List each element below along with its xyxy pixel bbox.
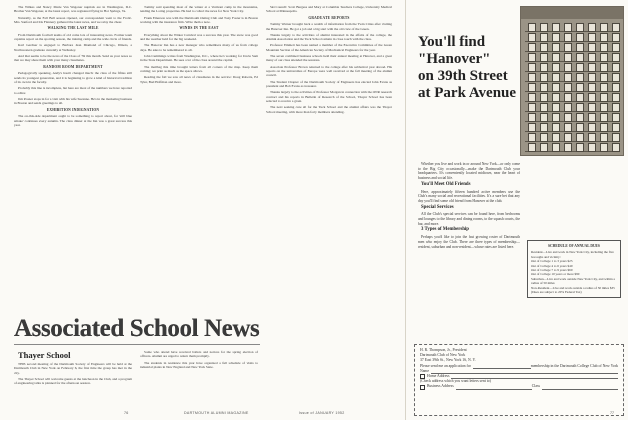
paragraph: The seven combined business schools held their annual meeting at Hanover, and a great many of our class attended the sessions.: [266, 54, 392, 63]
building-window: [576, 33, 584, 42]
paragraph: Reading the fall we saw all news of classmates in the service: Doug Roberts, Ed Tyler, Bud Hoffman and more.: [140, 75, 258, 84]
building-window: [600, 123, 608, 132]
class-field[interactable]: [542, 385, 618, 390]
building-window: [612, 103, 620, 112]
building-window: [588, 133, 596, 142]
building-window: [552, 123, 560, 132]
section-heading: EXHIBITION INDIGNATION: [46, 107, 100, 112]
building-window: [540, 33, 548, 42]
building-window: [564, 53, 572, 62]
building-window: [600, 113, 608, 122]
building-window: [564, 73, 572, 82]
paragraph: From Dartmouth football teams of old come lots of interesting news. Former team captains report on the sporting season, the training camp and the wide circle of friends.: [14, 32, 132, 42]
building-window: [612, 123, 620, 132]
paragraph: The on-this-side department ought to be something to report about, for 'still blue smoke' continues every autumn. The class dinner at the Inn was a great success this year.: [14, 114, 132, 127]
building-window: [588, 43, 596, 52]
building-window: [564, 33, 572, 42]
paragraph: John Cummings writes from Washington, D.C., where he's working for Uncle Sam in the State Department. He sees a lot of the class around the capital.: [140, 54, 258, 63]
building-window: [564, 23, 572, 32]
building-window: [600, 63, 608, 72]
business-address-checkbox[interactable]: [420, 385, 425, 390]
building-window: [576, 103, 584, 112]
paragraph: THIS second meeting of the Dartmouth Society of Engineers will be held at the Dartmouth Club in New York on February 6, the first time the group has met in the city.: [14, 361, 132, 375]
ad-headline: [418, 34, 518, 102]
building-window: [540, 73, 548, 82]
building-window: [540, 53, 548, 62]
section-heading: WINDS IN THE EAST: [179, 26, 219, 31]
coupon-to-line: H. R. Thompson, Jr., President: [420, 348, 467, 352]
building-window: [528, 73, 536, 82]
dues-line: Out of College 1 to 3 years $25: [531, 259, 573, 264]
name-label: Name: [420, 368, 430, 373]
dues-note: (Dues are subject to 20% Federal Tax): [531, 290, 582, 295]
ad-subheading: 3 Types of Membership: [421, 227, 469, 233]
paragraph: Ski Council: Scott Burgess and Mary at Columbia Teachers College, University Medical School at Minneapolis.: [266, 5, 392, 14]
building-window: [540, 143, 548, 152]
building-window: [552, 33, 560, 42]
building-window: [552, 103, 560, 112]
building-window: [540, 93, 548, 102]
building-window: [600, 23, 608, 32]
building-window: [540, 63, 548, 72]
paragraph: The Thayer School will welcome guests at the luncheon in the Club, and a program of engineering talks is planned for the afternoon session.: [14, 376, 132, 386]
banner-title: Associated School News: [14, 315, 260, 342]
dues-line: Non-Resident—Live and work outside a radius of 50 miles $35: [531, 285, 615, 290]
building-window: [564, 123, 572, 132]
building-window: [564, 43, 572, 52]
paragraph: Probably this line is incomplete, but here are most of the numbers we have reported to editor.: [14, 86, 132, 95]
paragraph: Everything about the Winter Carnival was a success this year. The snow was good and the weather held for the big weekend.: [140, 32, 258, 42]
building-window: [540, 43, 548, 52]
building-window: [612, 63, 620, 72]
paragraph: Jim Posner stops in for a visit with his wife Suzanne. He's in the marketing business in Boston and sends greetings to all.: [14, 96, 132, 106]
section-heading: GRADUATE REPORTS: [308, 15, 350, 20]
building-window: [528, 103, 536, 112]
building-window: [552, 63, 560, 72]
coupon-membership-text: membership in the Dartmouth College Club of New York: [530, 363, 618, 368]
paragraph: Pedagogically speaking, Andy's hasn't changed much: the class of the fifties still sends its youngest generation, and it is beginning to grow a kind of historical tradition of its own in the faculty.: [14, 71, 132, 85]
building-window: [528, 123, 536, 132]
ad-headline-line: "Hanover": [418, 51, 491, 67]
building-window: [612, 83, 620, 92]
building-window: [528, 83, 536, 92]
building-window: [540, 83, 548, 92]
paragraph: Professor Emmett has been named a member of the Executive Committee of the Green Mountain Section of the American Society of Mechanical Engineers for the year.: [266, 43, 392, 52]
building-window: [612, 73, 620, 82]
article-column-1: [14, 350, 132, 412]
issue-date: Issue of JANUARY 1952: [299, 411, 345, 415]
building-window: [576, 53, 584, 62]
paragraph: Here, approximately fifteen hundred active members use the Club's many social and recreational facilities. It's a sure bet that any day you'll find some old friend from Hanover at the club.: [418, 189, 520, 203]
article-column-2: [140, 350, 258, 412]
building-window: [576, 93, 584, 102]
building-window: [552, 83, 560, 92]
ad-headline-line: You'll find: [418, 34, 486, 50]
building-window: [588, 123, 596, 132]
business-address-field[interactable]: [456, 385, 532, 390]
building-window: [540, 23, 548, 32]
building-window: [540, 133, 548, 142]
building-window: [540, 123, 548, 132]
building-window: [576, 63, 584, 72]
article-title: Thayer School: [18, 350, 71, 360]
building-window: [600, 43, 608, 52]
building-window: [552, 93, 560, 102]
column-3: [266, 5, 392, 425]
home-address-label: Home Address: [427, 374, 450, 379]
dues-heading: SCHEDULE OF ANNUAL DUES: [548, 244, 600, 248]
coupon-club-line: Dartmouth Club of New York: [420, 353, 466, 358]
building-window: [552, 43, 560, 52]
building-window: [576, 23, 584, 32]
ad-body: [418, 162, 520, 251]
building-window: [552, 133, 560, 142]
column-2: [140, 5, 258, 305]
building-window: [588, 113, 596, 122]
business-address-label: Business Address: [427, 384, 454, 389]
class-label: Class: [531, 384, 540, 389]
banner-rule: [14, 344, 260, 345]
building-window: [588, 53, 596, 62]
paragraph: Thanks largely to the activities of alumni interested in the affairs of the college, the Alumni Association and the Tuck School remain in close touch with the class.: [266, 32, 392, 42]
building-window: [600, 33, 608, 42]
ad-headline-line: on 39th Street: [418, 68, 508, 84]
building-window: [528, 23, 536, 32]
building-window: [612, 93, 620, 102]
building-window: [564, 63, 572, 72]
paragraph: Tommy Warner brought back a wealth of information from the Twin Cities after visiting the Hanover Inn. He got a job and a big start with the old crew of the Green.: [266, 22, 392, 31]
paragraph: The next seeking cure all for the Tuck School and the alumni affairs was the Thayer School meeting, with more than forty members attending.: [266, 105, 392, 114]
building-window: [552, 23, 560, 32]
page-number: 77: [610, 411, 614, 415]
ad-headline-line: at Park Avenue: [418, 85, 517, 101]
paragraph: Tommy said spending most of the winter at a Vermont camp in the mountains, tending the Loring properties. He had to collect the news for New York City.: [140, 5, 258, 14]
paragraph: Associate Professor Brown returned to the college after his sabbatical year abroad. His reports on the universities of Europe were well received at the fall meeting of the alumni council.: [266, 64, 392, 78]
building-window: [528, 33, 536, 42]
building-window: [552, 53, 560, 62]
ad-subheading: You'll Meet Old Friends: [421, 181, 471, 187]
building-window: [540, 113, 548, 122]
building-window: [552, 73, 560, 82]
building-window: [612, 113, 620, 122]
page-gutter: [405, 0, 406, 420]
business-address-row: [420, 384, 618, 389]
building-window: [528, 53, 536, 62]
building-window: [540, 103, 548, 112]
building-window: [528, 113, 536, 122]
building-window: [564, 143, 572, 152]
club-building-photo: [520, 6, 624, 156]
building-window: [528, 63, 536, 72]
paragraph: Naturally, as the Fall Ball season ripened, our correspondent went to the Frolic. Mrs. Sanford and Iris Flannery gathered the latest news, and we relay the cheer.: [14, 15, 132, 25]
paragraph: Frank Emerson was with the Dartmouth Outing Club and Tony Foster is in Boston working with the insurance firm. Write them a note.: [140, 15, 258, 25]
dues-line: Out of College 4 to 6 years $40: [531, 263, 573, 268]
building-window: [600, 53, 608, 62]
building-window: [564, 103, 572, 112]
building-window: [600, 143, 608, 152]
coupon-request-text: Please send me an application for: [420, 363, 471, 368]
magazine-name: DARTMOUTH ALUMNI MAGAZINE: [184, 411, 249, 415]
building-window: [588, 23, 596, 32]
building-window: [600, 93, 608, 102]
building-window: [588, 143, 596, 152]
dues-line: Out of College 7 to 9 years $60: [531, 268, 573, 273]
building-window: [612, 143, 620, 152]
paragraph: Perhaps you'd like to join the fast growing roster of Dartmouth men who enjoy the Club. There are three types of membership—resident, suburban and non-resident—whose rates are listed here.: [418, 235, 520, 249]
building-window: [588, 93, 596, 102]
dues-line: Suburban—Live and work outside New York City, and within a radius of 50 miles: [531, 276, 615, 286]
building-window: [588, 103, 596, 112]
paragraph: All the Club's special services can be found here, from bedrooms and lounges to the library and dining rooms, to the squash courts, the bar, and more.: [418, 212, 520, 226]
paragraph: The Wilkes and Nancy Marie Van Wagoner nuptials are in Washington, D.C. Brother Van Wagoner, at the latest report, was registered flying in Hot Springs, Va.: [14, 5, 132, 14]
building-window: [612, 133, 620, 142]
building-window: [600, 83, 608, 92]
building-window: [576, 133, 584, 142]
section-heading: WALKING THE LAST MILE: [47, 26, 99, 31]
building-window: [588, 73, 596, 82]
building-window: [552, 113, 560, 122]
paragraph: The Hanover Inn has a new manager who remembers many of us from college days. He asks to be remembered to all.: [140, 43, 258, 52]
dues-line: Out of College 10 years or more $90: [531, 272, 580, 277]
building-window: [576, 113, 584, 122]
paragraph: And that seems to be the news of the Class of '39 this month. Send us your notes so that we may share them with your many classmates.: [14, 54, 132, 63]
building-window: [600, 133, 608, 142]
page-number: 76: [124, 411, 129, 415]
building-window: [564, 83, 572, 92]
paragraph: Some who attend have received ballots and notices for the spring election of officers. Alumni are urged to return them promptly.: [140, 350, 258, 359]
paragraph: The Student Chapter of the Dartmouth Society of Engineers has elected John Evans as president and Bob Evans as treasurer.: [266, 79, 392, 89]
associated-school-news-banner: [14, 316, 260, 342]
section-heading: RANDOM ROOM DEPARTMENT: [43, 64, 103, 69]
building-window: [576, 143, 584, 152]
column-1: [14, 5, 132, 305]
paragraph: Whether you live and work in or around New York—or only come to the Big City occasionally—make the Dartmouth Club your headquarters. It's conveniently located midtown, near the heart of business and social life.: [418, 162, 520, 181]
building-window: [528, 143, 536, 152]
building-window: [612, 53, 620, 62]
building-window: [612, 43, 620, 52]
coupon-address-line: 37 East 39th St., New York 16, N. Y.: [420, 358, 476, 363]
paragraph: The students in residence this year have organized a full schedule of visits to industrial plants in New England and New York State.: [140, 360, 258, 370]
building-window: [588, 83, 596, 92]
membership-coupon: [414, 344, 624, 416]
building-window: [564, 93, 572, 102]
building-window: [552, 143, 560, 152]
paragraph: Thanks largely to the activities of Professor Morgan in connection with the ONR research contract and his reports in Bulletin of Research of the School, Thayer School has been selected to receive a grant.: [266, 90, 392, 104]
building-window: [588, 63, 596, 72]
ad-subheading: Special Services: [421, 204, 454, 210]
building-window: [528, 133, 536, 142]
building-window: [564, 113, 572, 122]
building-window: [528, 93, 536, 102]
building-window: [576, 73, 584, 82]
building-window: [588, 33, 596, 42]
building-window: [564, 133, 572, 142]
building-window: [576, 43, 584, 52]
building-window: [528, 43, 536, 52]
dues-schedule-box: [527, 240, 621, 298]
paragraph: The mailbag this time brought letters from all corners of the map. Keep them coming; we print as much as the space allows.: [140, 64, 258, 74]
building-roof: [521, 7, 624, 19]
building-window: [600, 73, 608, 82]
building-window: [612, 33, 620, 42]
building-window: [612, 23, 620, 32]
building-window: [576, 83, 584, 92]
paragraph: Karl Gardner is engaged to Barbara Jean Diamond of Chicago, Illinois, a Northwestern graduate currently at Wellesley.: [14, 43, 132, 52]
building-window: [576, 123, 584, 132]
coupon-note: (Check address which you want letters sent to): [420, 379, 491, 384]
building-window: [600, 103, 608, 112]
dues-line: Resident—Live and work in New York City, including the five boroughs and vicinity:: [531, 250, 614, 259]
